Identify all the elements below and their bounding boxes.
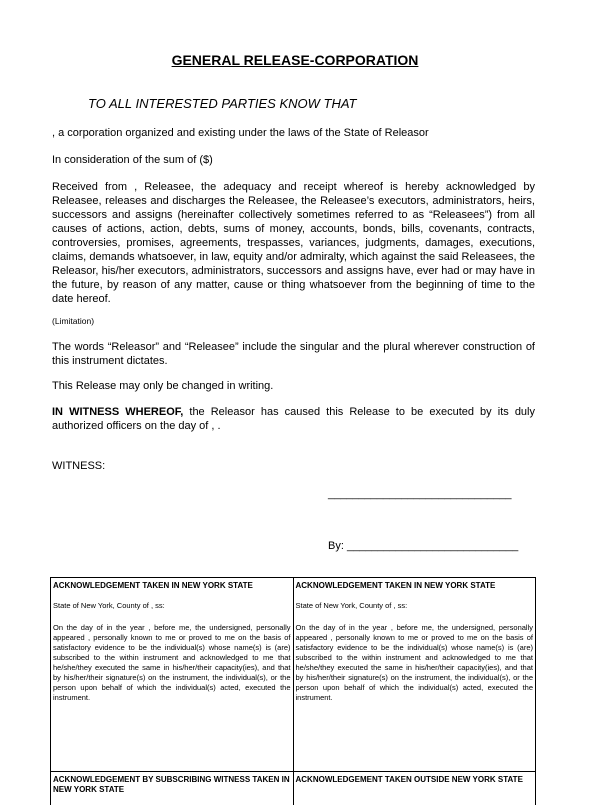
ack-body-text: On the day of in the year , before me, the undersigned, personally appeared , personally known to me or proved to me on the basis of satisfactory evidence to be the individual(s) whose name(s) is (are) subscribed to the within instrument and acknowledged to me that he/she/they executed the same in his/her/their capacity(ies), and that by his/her/their signature(s) on the instrument, the individual(s), or the person upon behalf of which the individual(s) acted, executed the instrument.: [296, 623, 534, 703]
limitation-note: (Limitation): [52, 314, 535, 328]
acknowledgement-table: [50, 577, 536, 805]
document-subtitle: TO ALL INTERESTED PARTIES KNOW THAT: [88, 96, 356, 111]
signature-line[interactable]: ______________________________: [328, 488, 512, 500]
witness-label: WITNESS:: [52, 460, 105, 472]
document-title: GENERAL RELEASE-CORPORATION: [0, 52, 590, 68]
ack-cell-new-york-right: [293, 578, 536, 772]
ack-body-text: On the day of in the year , before me, the undersigned, personally appeared , personally known to me or proved to me on the basis of satisfactory evidence to be the individual(s) whose name(s) is (are) subscribed to the within instrument and acknowledged to me that he/she/they executed the same in his/her/their capacity(ies), and that by his/her/their signature(s) on the instrument, the individual(s), or the person upon behalf of which the individual(s) acted, executed the instrument.: [53, 623, 291, 703]
witness-whereof-text: the Releasor has caused this Release to be executed by its duly authorized officers on the day of , .: [52, 406, 535, 432]
ack-cell-new-york-left: [51, 578, 294, 772]
ack-heading: ACKNOWLEDGEMENT TAKEN IN NEW YORK STATE: [53, 581, 291, 591]
corporation-clause: , a corporation organized and existing under the laws of the State of Releasor: [52, 126, 535, 140]
ack-cell-outside-new-york: [293, 772, 536, 805]
release-clause: Received from , Releasee, the adequacy and receipt whereof is hereby acknowledged by Releasee, releases and discharges the Releasee, the Releasee’s executors, administrators, heirs, successors and assigns (hereinafter collectively sometimes referred to as “Releasees”) from all causes of actions, action, debts, sums of money, accounts, bonds, bills, covenants, contracts, controversies, promises, agreements, trespasses, variances, judgments, damages, executions, claims, demands whatsoever, in law, equity and/or admiralty, which against the said Releasees, the Releasor, his/her executors, administrators, successors and assigns have, ever had or may have in the future, by reason of any matter, cause or thing whatsoever from the beginning of time to the date hereof.: [52, 180, 535, 306]
ack-heading: ACKNOWLEDGEMENT BY SUBSCRIBING WITNESS TAKEN IN NEW YORK STATE: [53, 775, 291, 795]
witness-whereof-clause: [52, 405, 535, 433]
witness-whereof-lead: IN WITNESS WHEREOF,: [52, 406, 183, 418]
amendment-clause: This Release may only be changed in writing.: [52, 379, 535, 393]
ack-cell-subscribing-witness: [51, 772, 294, 805]
ack-county-line[interactable]: State of New York, County of , ss:: [53, 601, 291, 611]
definitions-clause: The words “Releasor” and “Releasee” include the singular and the plural wherever construction of this instrument dictates.: [52, 340, 535, 368]
ack-county-line[interactable]: State of New York, County of , ss:: [296, 601, 534, 611]
consideration-clause: In consideration of the sum of ($): [52, 153, 535, 167]
ack-heading: ACKNOWLEDGEMENT TAKEN OUTSIDE NEW YORK STATE: [296, 775, 534, 785]
ack-heading: ACKNOWLEDGEMENT TAKEN IN NEW YORK STATE: [296, 581, 534, 591]
by-signature-line[interactable]: By: ____________________________: [328, 540, 518, 552]
